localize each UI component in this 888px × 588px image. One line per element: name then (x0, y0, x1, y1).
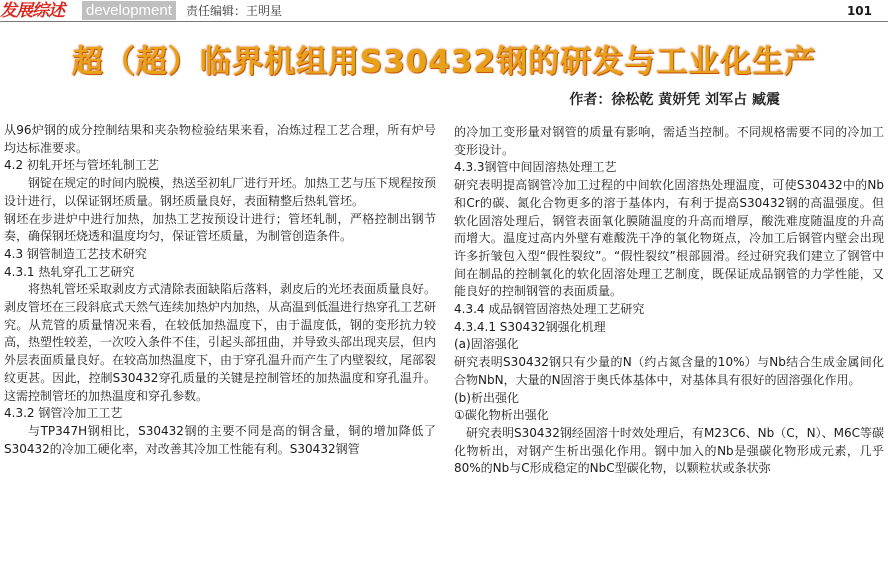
article-authors: 作者：徐松乾 黄妍凭 刘军占 臧震 (569, 92, 780, 108)
paragraph: 研究表明S30432钢只有少量的N（约占氮含量的10%）与Nb结合生成金属间化合物NbN，大量的N固溶于奥氏体基体中，对基体具有很好的固溶强化作用。 (454, 355, 884, 387)
paragraph: 研究表明提高钢管冷加工过程的中间软化固溶热处理温度，可使S30432中的Nb和Cr的碳、氮化合物更多的溶于基体内，有利于提高S30432钢的高温强度。但软化固溶处理后，钢管表面氧化膜随温度的升高而增厚，酸洗难度随温度的升高而增大。温度过高内外壁有难酸洗干净的氧化物斑点，冷加工后钢管内壁会出现许多折皱包入型“假性裂纹”。“假性裂纹”根部圆滑。经过研究我们建立了钢管中间在制品的控制氧化的软化固溶处理工艺制度，既保证成品钢管的力学性能，又能良好的控制钢管的表面质量。 (454, 178, 884, 299)
right-column (454, 124, 884, 478)
subsection-heading: 4.3.2 钢管冷加工工艺 (4, 406, 123, 421)
paragraph: 研究表明S30432钢经固溶十时效处理后，有M23C6、Nb（C，N）、M6C等碳化物析出，对钢产生析出强化作用。钢中加入的Nb是强碳化物形成元素，几乎80%的Nb与C形成稳定的NbC型碳化物，以颗粒状或条状弥 (454, 425, 884, 476)
paragraph: 与TP347H钢相比，S30432钢的主要不同是高的铜含量，铜的增加降低了S30432的冷加工硬化率，对改善其冷加工性能有利。S30432钢管 (4, 423, 436, 456)
section-heading: 4.3 钢管制造工艺技术研究 (4, 246, 147, 261)
section-label-english: development (82, 1, 176, 20)
item-heading: (b)析出强化 (454, 390, 519, 405)
subsection-heading: 4.3.4.1 S30432钢强化机理 (454, 319, 606, 334)
subsection-heading: 4.3.3钢管中间固溶热处理工艺 (454, 160, 617, 175)
paragraph: 的冷加工变形量对钢管的质量有影响，需适当控制。不同规格需要不同的冷加工变形设计。 (454, 125, 884, 157)
page-number: 101 (846, 4, 872, 18)
subsection-heading: 4.3.1 热轧穿孔工艺研究 (4, 264, 135, 279)
section-label: 发展综述 (0, 1, 64, 21)
paragraph: 钢锭在规定的时间内脱模，热送至初轧厂进行开坯。加热工艺与压下规程按预设计进行，以保证钢坯质量。钢坯质量良好，表面精整后热轧管坯。 (4, 176, 437, 208)
paragraph: 钢坯在步进炉中进行加热，加热工艺按预设计进行；管坯轧制，严格控制出钢节奏，确保钢坯烧透和温度均匀，保证管坯质量，为制管创造条件。 (4, 211, 436, 244)
left-column (4, 122, 436, 458)
paragraph: 将热轧管坯采取剥皮方式清除表面缺陷后落料，剥皮后的光坯表面质量良好。剥皮管坯在三段斜底式天然气连续加热炉内加热，从高温到低温进行热穿孔工艺研究。从荒管的质量情况来看，在较低加热温度下，由于温度低，钢的变形抗力较高，热塑性较差，一次咬入条件不佳，引起头部扭曲，并导致头部出现夹层，但内外层表面质量良好。在较高加热温度下，由于穿孔温升而产生了内壁裂纹，尾部裂纹更甚。因此，控制S30432穿孔质量的关键是控制管坯的加热温度和穿孔温升。这需控制管坯的加热温度和穿孔参数。 (4, 282, 437, 403)
editor-credit: 责任编辑：王明星 (186, 4, 283, 18)
paragraph: 从96炉钢的成分控制结果和夹杂物检验结果来看，冶炼过程工艺合理，所有炉号均达标准要求。 (4, 123, 436, 155)
item-heading: ①碳化物析出强化 (454, 408, 549, 423)
article-title: 超（超）临界机组用S30432钢的研发与工业化生产 (71, 44, 817, 80)
header-divider (0, 21, 888, 22)
subsection-heading: 4.3.4 成品钢管固溶热处理工艺研究 (454, 302, 645, 317)
section-heading: 4.2 初轧开坯与管坯轧制工艺 (4, 158, 159, 173)
item-heading: (a)固溶强化 (454, 337, 519, 352)
page-header (0, 0, 888, 22)
